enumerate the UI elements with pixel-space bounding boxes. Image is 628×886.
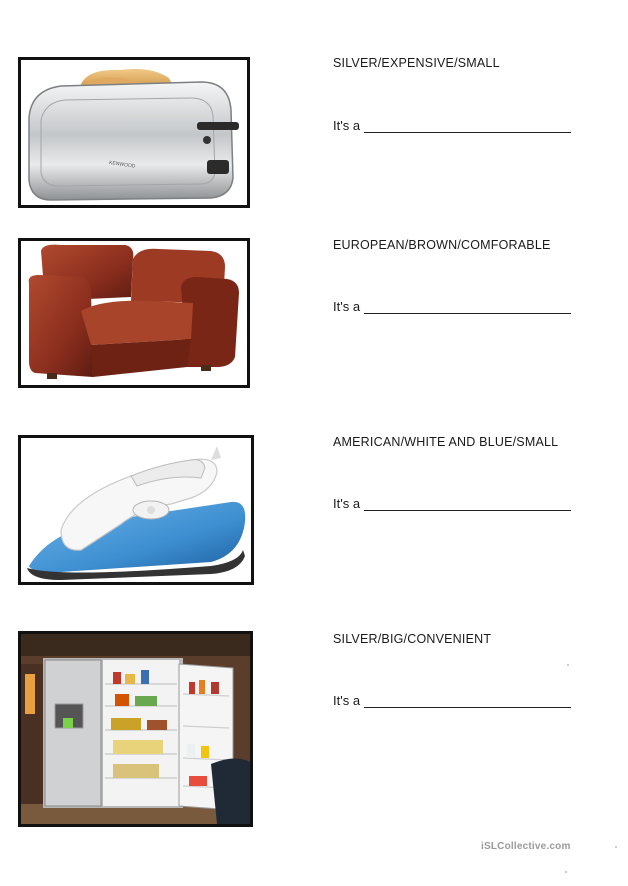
toaster-photo bbox=[18, 57, 250, 208]
item-2-answer-label: It's a bbox=[333, 299, 361, 314]
item-4-answer-label: It's a bbox=[333, 693, 361, 708]
stray-dot bbox=[615, 846, 617, 848]
item-3-answer-blank[interactable] bbox=[364, 498, 571, 511]
stray-dot bbox=[565, 871, 567, 873]
item-1-answer-label: It's a bbox=[333, 118, 361, 133]
iron-image bbox=[21, 438, 251, 582]
fridge-image bbox=[21, 634, 250, 824]
iron-photo bbox=[18, 435, 254, 585]
watermark: iSLCollective.com bbox=[481, 841, 571, 852]
armchair-photo bbox=[18, 238, 250, 388]
item-2-prompt: EUROPEAN/BROWN/COMFORABLE bbox=[333, 238, 551, 252]
item-2-answer-blank[interactable] bbox=[364, 301, 571, 314]
stray-dot bbox=[567, 664, 569, 666]
item-1-prompt: SILVER/EXPENSIVE/SMALL bbox=[333, 56, 500, 70]
toaster-image bbox=[21, 60, 247, 205]
item-3-answer bbox=[333, 496, 571, 511]
armchair-image bbox=[21, 241, 247, 385]
item-4-answer bbox=[333, 693, 571, 708]
item-4-answer-blank[interactable] bbox=[364, 695, 571, 708]
item-3-answer-label: It's a bbox=[333, 496, 361, 511]
item-3-prompt: AMERICAN/WHITE AND BLUE/SMALL bbox=[333, 435, 559, 449]
fridge-photo bbox=[18, 631, 253, 827]
item-1-answer-blank[interactable] bbox=[364, 120, 571, 133]
item-1-answer bbox=[333, 118, 571, 133]
item-4-prompt: SILVER/BIG/CONVENIENT bbox=[333, 632, 492, 646]
toaster-brand-mark: KENWOOD bbox=[108, 160, 136, 170]
item-2-answer bbox=[333, 299, 571, 314]
